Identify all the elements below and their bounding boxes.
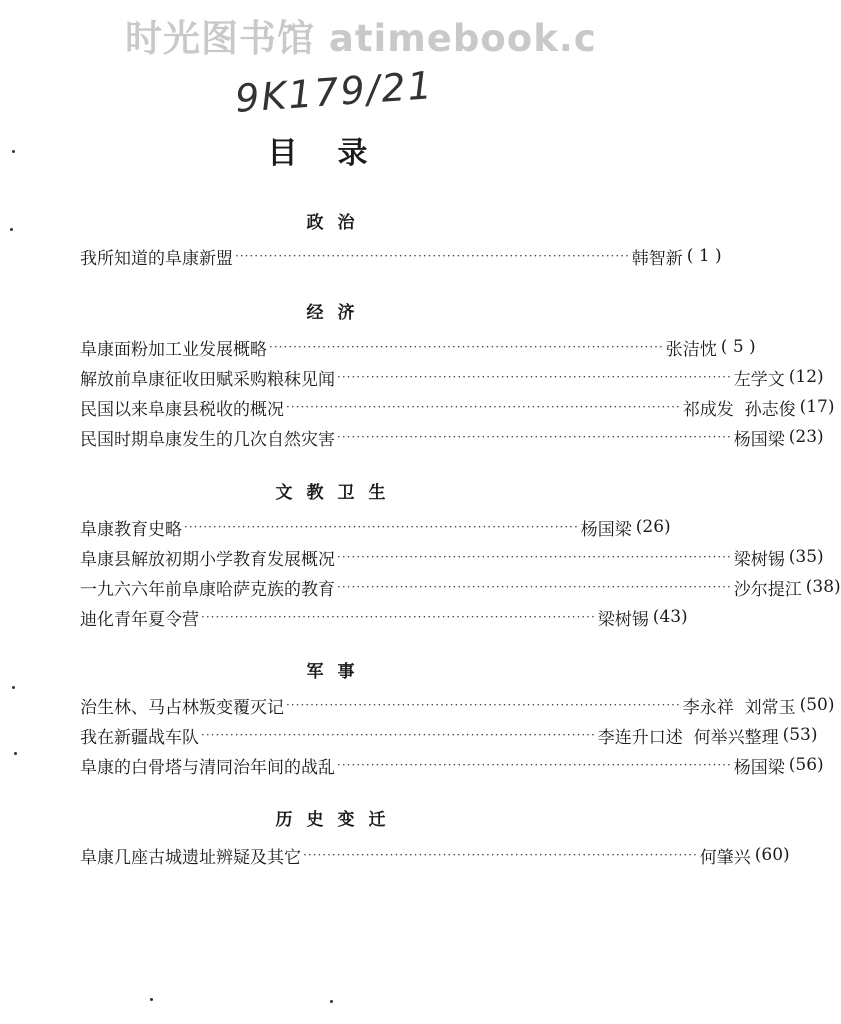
leader-dots: ··················································································: [337, 550, 732, 564]
section-heading-economy: 经济: [306, 303, 369, 323]
entry-title: 民国时期阜康发生的几次自然灾害: [80, 429, 335, 450]
entry-page: ( 5 ): [720, 337, 756, 357]
entry-title: 一九六六年前阜康哈萨克族的教育: [80, 579, 335, 600]
entry-author: 沙尔提江: [733, 579, 802, 600]
entry-page: (26): [635, 517, 671, 537]
entry-page: (17): [799, 397, 835, 417]
entry-title: 我在新疆战车队: [80, 727, 199, 748]
entry-page: ( 1 ): [686, 246, 722, 266]
toc-entry[interactable]: [80, 364, 824, 390]
entry-title: 阜康几座古城遗址辨疑及其它: [80, 847, 301, 868]
entry-title: 我所知道的阜康新盟: [80, 248, 233, 269]
scan-speck: [12, 686, 15, 689]
entry-page: (56): [788, 755, 824, 775]
entry-page: (12): [788, 367, 824, 387]
entry-author: 左学文: [733, 369, 785, 390]
entry-author: 杨国梁: [733, 757, 785, 778]
entry-author: 梁树锡: [597, 609, 649, 630]
entry-title: 解放前阜康征收田赋采购粮秣见闻: [80, 369, 335, 390]
entry-title: 阜康的白骨塔与清同治年间的战乱: [80, 757, 335, 778]
leader-dots: ··················································································: [337, 580, 732, 594]
entry-title: 阜康教育史略: [80, 519, 182, 540]
entry-title: 治生林、马占林叛变覆灭记: [80, 697, 284, 718]
scan-speck: [12, 150, 15, 153]
toc-entry[interactable]: [80, 243, 722, 269]
leader-dots: ··················································································: [286, 698, 681, 712]
handwritten-call-number: 9K179/21: [233, 63, 436, 121]
entry-author: 祁成发 孙志俊: [682, 399, 796, 420]
page-title: 目录: [267, 136, 408, 171]
toc-entry[interactable]: [80, 394, 835, 420]
entry-author: 杨国梁: [733, 429, 785, 450]
section-heading-politics: 政治: [306, 213, 369, 233]
entry-title: 迪化青年夏令营: [80, 609, 199, 630]
leader-dots: ··················································································: [201, 728, 596, 742]
toc-entry[interactable]: [80, 752, 824, 778]
leader-dots: ··················································································: [337, 430, 732, 444]
entry-author: 李永祥 刘常玉: [682, 697, 796, 718]
section-heading-historical-changes: 历史变迁: [275, 810, 400, 830]
toc-entry[interactable]: [80, 514, 671, 540]
leader-dots: ··················································································: [235, 249, 630, 263]
toc-entry[interactable]: [80, 722, 818, 748]
entry-author: 李连升口述 何举兴整理: [597, 727, 779, 748]
scan-speck: [330, 1000, 333, 1003]
entry-page: (50): [799, 695, 835, 715]
entry-title: 阜康面粉加工业发展概略: [80, 339, 267, 360]
watermark: 时光图书馆 atimebook.c: [125, 17, 597, 60]
toc-entry[interactable]: [80, 842, 790, 868]
leader-dots: ··················································································: [286, 400, 681, 414]
entry-author: 杨国梁: [580, 519, 632, 540]
entry-page: (43): [652, 607, 688, 627]
toc-entry[interactable]: [80, 334, 756, 360]
section-heading-military: 军事: [306, 662, 369, 682]
leader-dots: ··················································································: [201, 610, 596, 624]
scan-speck: [10, 228, 13, 231]
entry-page: (60): [754, 845, 790, 865]
toc-entry[interactable]: [80, 544, 824, 570]
entry-author: 何肇兴: [699, 847, 751, 868]
entry-author: 韩智新: [631, 248, 683, 269]
toc-entry[interactable]: [80, 692, 835, 718]
toc-entry[interactable]: [80, 574, 841, 600]
leader-dots: ··················································································: [337, 758, 732, 772]
entry-author: 梁树锡: [733, 549, 785, 570]
scan-speck: [14, 752, 17, 755]
section-heading-culture-education-health: 文教卫生: [275, 483, 400, 503]
entry-page: (35): [788, 547, 824, 567]
entry-title: 阜康县解放初期小学教育发展概况: [80, 549, 335, 570]
leader-dots: ··················································································: [269, 340, 664, 354]
toc-entry[interactable]: [80, 424, 824, 450]
toc-entry[interactable]: [80, 604, 688, 630]
entry-author: 张洁忱: [665, 339, 717, 360]
entry-page: (23): [788, 427, 824, 447]
leader-dots: ··················································································: [337, 370, 732, 384]
entry-page: (53): [782, 725, 818, 745]
entry-title: 民国以来阜康县税收的概况: [80, 399, 284, 420]
entry-page: (38): [805, 577, 841, 597]
leader-dots: ··················································································: [303, 848, 698, 862]
leader-dots: ··················································································: [184, 520, 579, 534]
scan-speck: [150, 998, 153, 1001]
